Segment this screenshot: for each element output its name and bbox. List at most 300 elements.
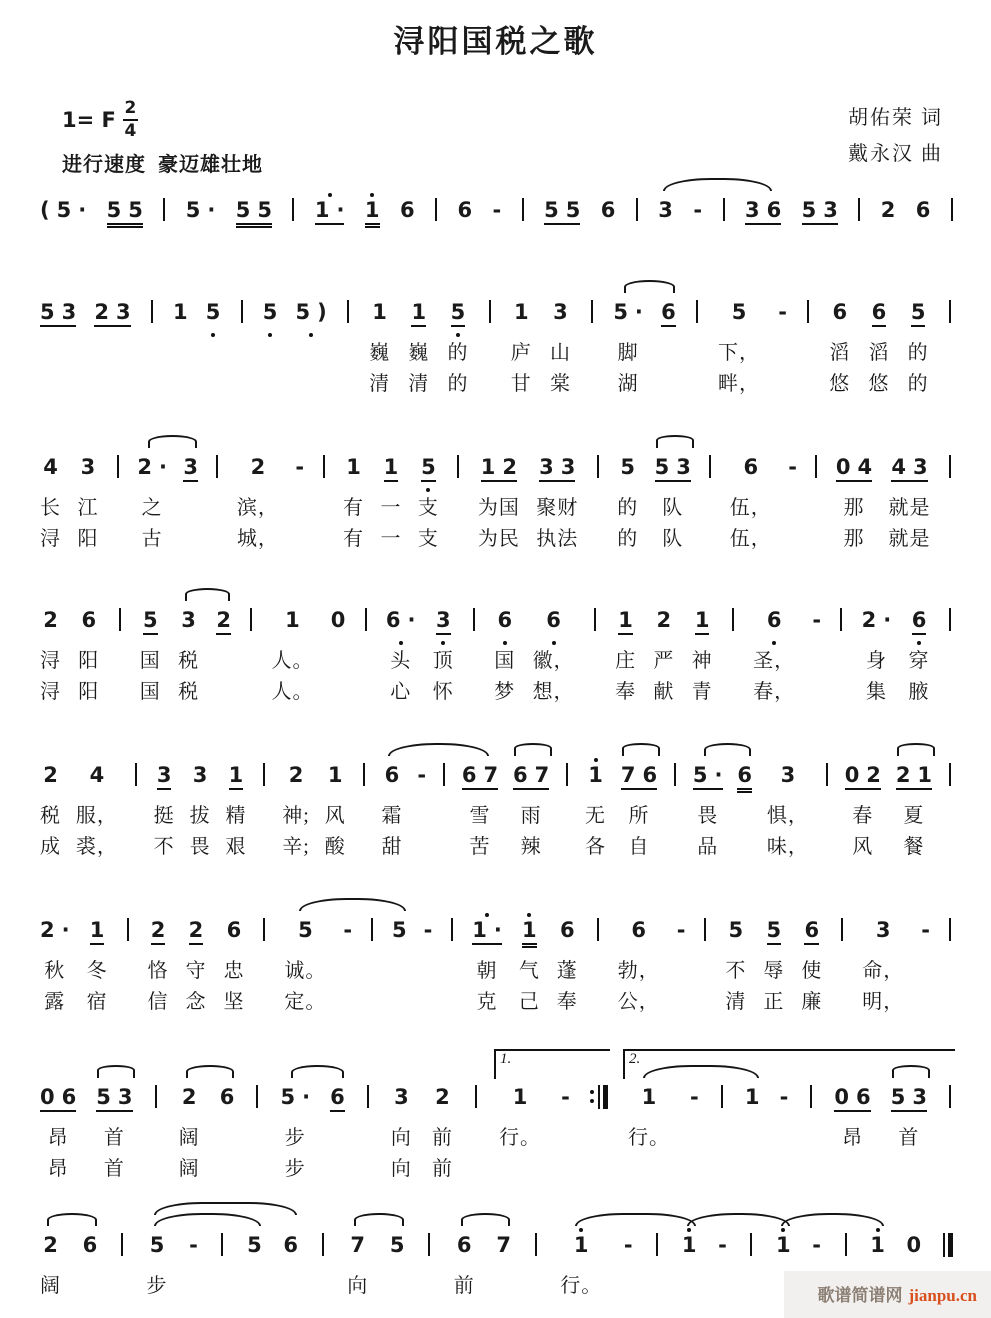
lyric-syllable	[562, 1154, 568, 1185]
lyric-syllable	[595, 524, 601, 555]
barline	[707, 449, 713, 555]
lyric-syllable: 支	[417, 528, 439, 550]
note-text: 1	[411, 299, 427, 324]
note-text: 5	[766, 917, 782, 942]
lyric-syllable	[814, 677, 820, 708]
note-text: 6	[457, 197, 473, 222]
lyric-syllable: 的	[617, 497, 639, 519]
slur	[185, 588, 229, 601]
lyric-syllable	[702, 987, 708, 1018]
lyric-syllable	[365, 1123, 371, 1154]
lyric-syllable	[110, 369, 116, 400]
lyric-syllable: 徽，	[532, 650, 575, 672]
note-text: 6	[600, 197, 616, 222]
lyric-syllable: 裘，	[75, 836, 118, 858]
note-column	[282, 757, 310, 863]
lyric-syllable: 步	[284, 1127, 306, 1149]
lyric-syllable	[589, 369, 595, 400]
note-column	[908, 294, 929, 400]
lyric-syllable: 前	[431, 1158, 453, 1180]
note-text: 1	[327, 762, 343, 787]
lyric-syllable: 下，	[718, 342, 761, 364]
note-column	[560, 1227, 602, 1302]
note-text: (5·	[40, 197, 94, 222]
note-column	[220, 1079, 235, 1185]
note-text: 53	[801, 197, 845, 222]
lyric-syllable	[363, 646, 369, 677]
note-column	[868, 294, 889, 400]
lyric-syllable	[748, 1271, 754, 1302]
barline	[533, 1227, 539, 1302]
note-column	[78, 602, 99, 708]
note-text: -	[690, 1084, 699, 1109]
slur	[388, 743, 489, 756]
note-text: -	[693, 197, 703, 222]
note-column	[844, 757, 888, 863]
lyric-syllable	[188, 524, 194, 555]
music-line	[40, 419, 953, 555]
note-text: 3	[80, 454, 96, 479]
note-column	[601, 192, 616, 236]
note-text: 1	[89, 917, 105, 942]
note-column	[767, 757, 809, 863]
note-text: -	[623, 1232, 633, 1257]
barline	[361, 757, 367, 863]
note-text: 33	[539, 454, 583, 479]
note-column	[690, 1079, 699, 1185]
note-column	[519, 912, 540, 1018]
note-text: 6	[330, 1084, 345, 1109]
lyric-syllable	[813, 524, 819, 555]
note-text: -	[718, 1232, 727, 1257]
note-text: 3	[394, 1084, 409, 1109]
note-text: -	[423, 917, 433, 942]
lyric-syllable: 辣	[520, 836, 542, 858]
lyric-syllable: 的	[447, 342, 469, 364]
lyric-syllable: 脚	[617, 342, 639, 364]
note-text: 6·	[385, 607, 423, 632]
lyric-syllable: 就是	[888, 528, 931, 550]
lyric-syllable: 明，	[862, 991, 905, 1013]
note-text: 6	[226, 917, 242, 942]
repeat-barline	[590, 1079, 608, 1185]
note-column	[325, 757, 346, 863]
lyric-syllable	[125, 956, 131, 987]
note-column	[343, 912, 352, 1018]
lyric-syllable: 甜	[381, 836, 403, 858]
lyric-syllable	[308, 338, 314, 369]
lyric-syllable: 行。	[627, 1127, 670, 1149]
lyric-syllable: 风	[324, 805, 346, 827]
lyric-syllable	[839, 987, 845, 1018]
lyric-syllable: 的	[617, 528, 639, 550]
lyric-syllable	[672, 801, 678, 832]
note-text: 1	[744, 1084, 760, 1109]
music-line	[40, 882, 953, 1018]
note-column	[718, 294, 760, 400]
note-column	[835, 449, 880, 555]
lyric-syllable	[261, 987, 267, 1018]
lyric-syllable: 庄	[615, 650, 637, 672]
lyric-syllable: 有	[343, 497, 365, 519]
lyric-syllable	[361, 832, 367, 863]
lyric-syllable: 奉	[615, 681, 637, 703]
lyric-syllable: 首	[103, 1127, 125, 1149]
lyric-syllable	[678, 987, 684, 1018]
note-text: 1	[618, 607, 633, 632]
note-text: 4	[89, 762, 105, 787]
lyric-syllable: 阳	[78, 650, 100, 672]
note-column	[628, 1079, 670, 1185]
lyric-syllable	[133, 801, 139, 832]
note-column	[154, 757, 175, 863]
lyric-syllable	[335, 646, 341, 677]
lyric-syllable: 露	[44, 991, 66, 1013]
note-text: 3	[435, 607, 451, 632]
lyric-syllable	[672, 832, 678, 863]
lyric-syllable: 向	[347, 1275, 369, 1297]
note-text: 3	[658, 197, 673, 222]
note-column	[829, 294, 850, 400]
note-text: 1	[588, 762, 603, 787]
note-text: 2	[181, 1084, 197, 1109]
lyric-syllable: 税	[178, 681, 200, 703]
lyric-syllable	[471, 677, 477, 708]
note-text: 6	[384, 762, 400, 787]
note-column	[237, 449, 279, 555]
lyric-syllable	[426, 1271, 432, 1302]
slur	[97, 1065, 135, 1078]
lyric-syllable	[267, 338, 273, 369]
note-column	[190, 757, 211, 863]
note-column	[921, 912, 930, 1018]
lyric-syllable: 忠	[223, 960, 245, 982]
lyric-syllable	[596, 1123, 602, 1154]
note-column	[788, 449, 797, 555]
note-column	[223, 912, 244, 1018]
note-column	[40, 757, 61, 863]
lyric-syllable: 一	[380, 497, 402, 519]
watermark-url: jianpu.cn	[908, 1286, 977, 1305]
note-text: 7	[350, 1232, 366, 1257]
note-text: 6	[283, 1232, 298, 1257]
note-text: 06	[40, 1084, 84, 1109]
note-column	[314, 192, 352, 236]
note-text: 2	[250, 454, 266, 479]
note-text: -	[492, 197, 502, 222]
note-column	[179, 1079, 200, 1185]
note-text: 2	[43, 762, 58, 787]
lyric-syllable: 辛;	[282, 836, 310, 858]
lyric-syllable	[224, 1123, 230, 1154]
note-text: 5·	[280, 1084, 318, 1109]
barline	[730, 602, 736, 708]
note-column	[235, 192, 279, 236]
lyric-syllable: 行。	[560, 1275, 603, 1297]
lyric-syllable	[133, 832, 139, 863]
lyric-syllable: 怀	[432, 681, 454, 703]
barline	[435, 192, 437, 236]
note-text: 6	[81, 607, 97, 632]
lyric-syllable	[115, 524, 121, 555]
note-text: 53	[40, 299, 84, 324]
note-column	[613, 294, 650, 400]
lyric-syllable: 不	[725, 960, 747, 982]
lyric-syllable	[742, 801, 748, 832]
note-text: 6	[219, 1084, 235, 1109]
note-column	[40, 1079, 84, 1185]
note-column	[94, 294, 138, 400]
note-column	[392, 912, 407, 1018]
barline	[125, 912, 131, 1018]
lyric-syllable: 雨	[520, 805, 542, 827]
lyric-syllable: 的	[907, 373, 929, 395]
lyric-syllable: 清	[725, 991, 747, 1013]
barline	[824, 757, 830, 863]
note-column	[185, 192, 223, 236]
barline	[345, 294, 351, 400]
note-text: 76	[620, 762, 665, 787]
note-column	[499, 1079, 541, 1185]
slur	[704, 743, 751, 756]
note-text: 1	[573, 1232, 589, 1257]
note-text: 3	[780, 762, 796, 787]
lyric-syllable	[261, 801, 267, 832]
lyric-syllable	[694, 369, 700, 400]
lyric-syllable: 想，	[532, 681, 575, 703]
lyric-syllable	[214, 493, 220, 524]
lyric-syllable: 税	[40, 805, 61, 827]
lyric-syllable	[396, 956, 402, 987]
lyric-syllable: 悠	[829, 373, 851, 395]
note-text: 12	[480, 454, 524, 479]
music-line	[40, 572, 953, 708]
note-column	[408, 294, 429, 400]
lyric-syllable	[254, 1154, 260, 1185]
lyric-syllable	[730, 646, 736, 677]
note-text: 5	[421, 454, 436, 479]
lyric-syllable	[297, 493, 303, 524]
lyric-syllable	[248, 646, 254, 677]
note-text: -	[921, 917, 930, 942]
note-column	[189, 1227, 198, 1302]
note-column	[661, 294, 676, 400]
lyric-syllable: 神	[691, 650, 713, 672]
slur	[148, 435, 197, 448]
barline	[595, 449, 601, 555]
lyric-syllable: 伍，	[729, 528, 772, 550]
note-column	[812, 602, 821, 708]
lyric-syllable: 酸	[324, 836, 346, 858]
slur	[291, 1065, 344, 1078]
note-column	[725, 912, 746, 1018]
lyric-syllable	[691, 1154, 697, 1185]
note-column	[653, 602, 674, 708]
lyric-syllable: 首	[103, 1158, 125, 1180]
slur	[575, 1213, 696, 1226]
lyric-syllable	[947, 338, 953, 369]
note-column	[533, 602, 575, 708]
note-text: 36	[744, 197, 789, 222]
lyric-syllable: 青	[691, 681, 713, 703]
note-text: 6	[743, 454, 759, 479]
lyric-syllable: 正	[763, 991, 785, 1013]
barline	[702, 912, 708, 1018]
lyric-syllable	[702, 956, 708, 987]
note-column	[493, 192, 502, 236]
lyric-syllable	[248, 677, 254, 708]
lyric-syllable	[923, 987, 929, 1018]
note-text: 7	[496, 1232, 511, 1257]
note-text: 2·	[861, 607, 899, 632]
note-column	[658, 192, 673, 236]
note-text: 6	[631, 917, 647, 942]
lyric-syllable	[749, 1123, 755, 1154]
note-text: 04	[835, 454, 880, 479]
note-column	[861, 602, 899, 708]
lyric-syllable	[824, 832, 830, 863]
note-text: 6	[661, 299, 676, 324]
lyric-syllable: 奉	[556, 991, 578, 1013]
note-text: -	[295, 454, 305, 479]
note-text: 5)	[295, 299, 334, 324]
lyric-syllable: 气	[518, 960, 540, 982]
lyric-syllable: 春	[852, 805, 874, 827]
note-column	[280, 1079, 318, 1185]
note-text: 5	[910, 299, 926, 324]
volta-label: 2.	[629, 1051, 641, 1067]
barline	[248, 602, 254, 708]
barline	[522, 192, 524, 236]
lyric-syllable: 为民	[477, 528, 520, 550]
note-text: 5	[620, 454, 635, 479]
lyric-syllable: 的	[907, 342, 929, 364]
lyric-syllable	[719, 1123, 725, 1154]
lyric-syllable	[839, 956, 845, 987]
lyric-syllable	[947, 801, 953, 832]
note-text: 5	[247, 1232, 262, 1257]
note-column	[432, 1079, 453, 1185]
lyric-syllable: 国	[139, 650, 161, 672]
lyric-syllable: 克	[476, 991, 498, 1013]
note-column	[77, 449, 98, 555]
lyric-syllable: 腋	[908, 681, 930, 703]
lyric-syllable: 向	[390, 1127, 412, 1149]
lyric-syllable	[595, 956, 601, 987]
note-column	[106, 192, 150, 236]
time-signature-top: 2	[124, 98, 137, 118]
lyric-syllable: 阳	[77, 528, 99, 550]
note-text: 2	[435, 1084, 450, 1109]
note-text: 53	[96, 1084, 140, 1109]
lyric-syllable	[308, 369, 314, 400]
lyric-syllable: 队	[662, 497, 684, 519]
barline	[813, 449, 819, 555]
note-column	[617, 449, 638, 555]
note-text: 21	[895, 762, 940, 787]
lyric-syllable	[425, 987, 431, 1018]
note-text: 6	[497, 607, 513, 632]
lyric-syllable: 蓬	[556, 960, 578, 982]
lyric-syllable: 清	[369, 373, 391, 395]
lyric-syllable	[742, 832, 748, 863]
lyric-syllable: 滔	[868, 342, 890, 364]
note-column	[295, 294, 334, 400]
composer: 戴永汉 曲	[848, 143, 943, 165]
note-text: 2	[43, 1232, 58, 1257]
lyric-syllable	[221, 677, 227, 708]
barline	[320, 1227, 326, 1302]
note-text: 67	[461, 762, 506, 787]
page-title: 浔阳国税之歌	[393, 24, 598, 59]
note-text: -	[676, 917, 686, 942]
lyric-syllable: 为国	[477, 497, 520, 519]
note-column	[447, 294, 468, 400]
lyric-syllable: 长	[40, 497, 61, 519]
note-text: 2	[150, 917, 166, 942]
lyric-syllable	[394, 1271, 400, 1302]
expression-text: 豪迈雄壮地	[158, 154, 263, 176]
slur	[897, 743, 935, 756]
lyric-syllable	[334, 1154, 340, 1185]
lyric-syllable	[455, 524, 461, 555]
lyric-syllable: 浔	[40, 528, 61, 550]
lyric-syllable	[188, 493, 194, 524]
lyric-syllable: 昂	[47, 1127, 69, 1149]
note-column	[178, 602, 199, 708]
lyric-syllable	[947, 677, 953, 708]
slur	[656, 435, 694, 448]
lyric-syllable	[678, 956, 684, 987]
note-text: -	[778, 299, 787, 324]
note-text: 43	[891, 454, 935, 479]
barline	[441, 757, 447, 863]
lyric-syllable: 命，	[862, 960, 905, 982]
lyric-syllable	[719, 1271, 725, 1302]
lyric-syllable: 阔	[40, 1275, 61, 1297]
lyric-syllable	[297, 524, 303, 555]
lyric-syllable	[267, 369, 273, 400]
lyric-syllable: 廉	[801, 991, 823, 1013]
note-text: 6	[737, 762, 753, 787]
lyric-syllable	[110, 338, 116, 369]
note-column	[585, 757, 606, 863]
note-column	[331, 602, 346, 708]
lyric-syllable	[363, 677, 369, 708]
lyric-syllable	[361, 801, 367, 832]
barline	[292, 192, 294, 236]
barline	[365, 1079, 371, 1185]
barline	[564, 757, 570, 863]
note-column	[263, 294, 278, 400]
key-note: 1= F	[62, 108, 116, 132]
note-column	[888, 449, 935, 555]
lyric-syllable: 风	[852, 836, 874, 858]
note-column	[284, 912, 326, 1018]
note-column	[40, 449, 61, 555]
lyric-syllable	[321, 524, 327, 555]
note-text: 1	[641, 1084, 657, 1109]
barline	[426, 1227, 432, 1302]
lyric-syllable	[177, 338, 183, 369]
lyric-syllable	[449, 987, 455, 1018]
lyric-syllable: 坚	[223, 991, 245, 1013]
lyric-syllable	[345, 956, 351, 987]
lyric-syllable: 前	[453, 1275, 475, 1297]
tempo-text: 进行速度	[62, 154, 146, 176]
barline	[636, 192, 638, 236]
lyric-syllable	[562, 1123, 568, 1154]
